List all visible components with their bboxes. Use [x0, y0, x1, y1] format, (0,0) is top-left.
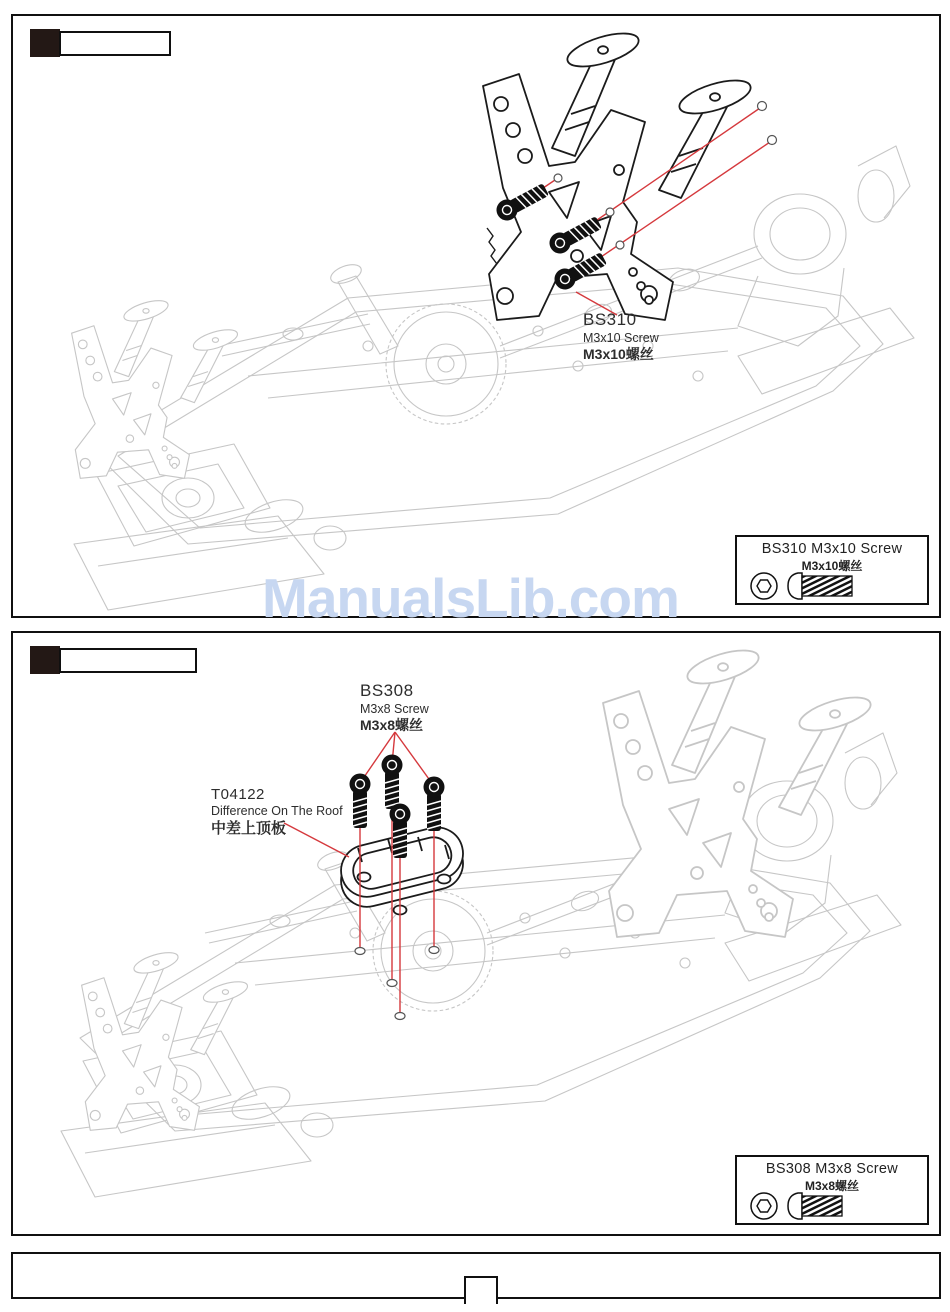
screw-side-icon: [788, 1193, 842, 1219]
part-number: BS308: [360, 681, 414, 700]
step-title-box: [59, 31, 171, 56]
step-number-block: [30, 646, 60, 674]
bs308-screw-1: [350, 774, 371, 829]
rear-shock-tower-installed: [603, 644, 874, 937]
front-shock-tower-ghost: [72, 296, 240, 478]
parts-box-subtitle: M3x8螺丝: [804, 1179, 860, 1193]
front-shock-tower-ghost: [82, 948, 250, 1130]
part-desc-zh: M3x10螺丝: [583, 345, 654, 362]
parts-box-bs310: [735, 535, 929, 605]
part-desc-en: Difference On The Roof: [211, 804, 343, 819]
parts-box-title: BS308 M3x8 Screw: [765, 1161, 899, 1177]
part-desc-en: M3x10 Screw: [583, 330, 659, 345]
hex-socket-icon: [751, 1193, 777, 1219]
part-desc-en: M3x8 Screw: [360, 701, 429, 716]
exploded-diagram-roof-plate: [13, 633, 939, 1234]
step-number-block: [30, 29, 60, 57]
mounting-holes: [355, 947, 439, 1020]
hex-socket-icon: [751, 573, 777, 599]
screw-drawing: [749, 571, 889, 603]
screw-drawing: [749, 1191, 889, 1223]
bs308-screw-2: [382, 755, 403, 810]
part-desc-zh: 中差上顶板: [211, 819, 287, 837]
parts-box-bs308: [735, 1155, 929, 1225]
exploded-diagram-shock-tower: [13, 16, 939, 616]
part-number: T04122: [211, 786, 265, 803]
callout-bs308: [360, 681, 429, 734]
page-number-box: [464, 1276, 498, 1304]
bs308-screw-3: [424, 777, 445, 832]
step-title-box: [59, 648, 197, 673]
part-number: BS310: [583, 310, 637, 329]
threaded-rod: [487, 228, 497, 264]
callout-bs310: [583, 310, 659, 363]
parts-box-title: BS310 M3x10 Screw: [761, 541, 903, 557]
assembly-step-panel-2: [11, 631, 941, 1236]
assembly-step-panel-1: [11, 14, 941, 618]
parts-box-subtitle: M3x10螺丝: [801, 559, 863, 573]
screw-side-icon: [788, 573, 852, 599]
callout-t04122: [211, 786, 343, 838]
part-desc-zh: M3x8螺丝: [360, 716, 424, 733]
manualslib-watermark: ManualsLib.com: [262, 567, 679, 629]
